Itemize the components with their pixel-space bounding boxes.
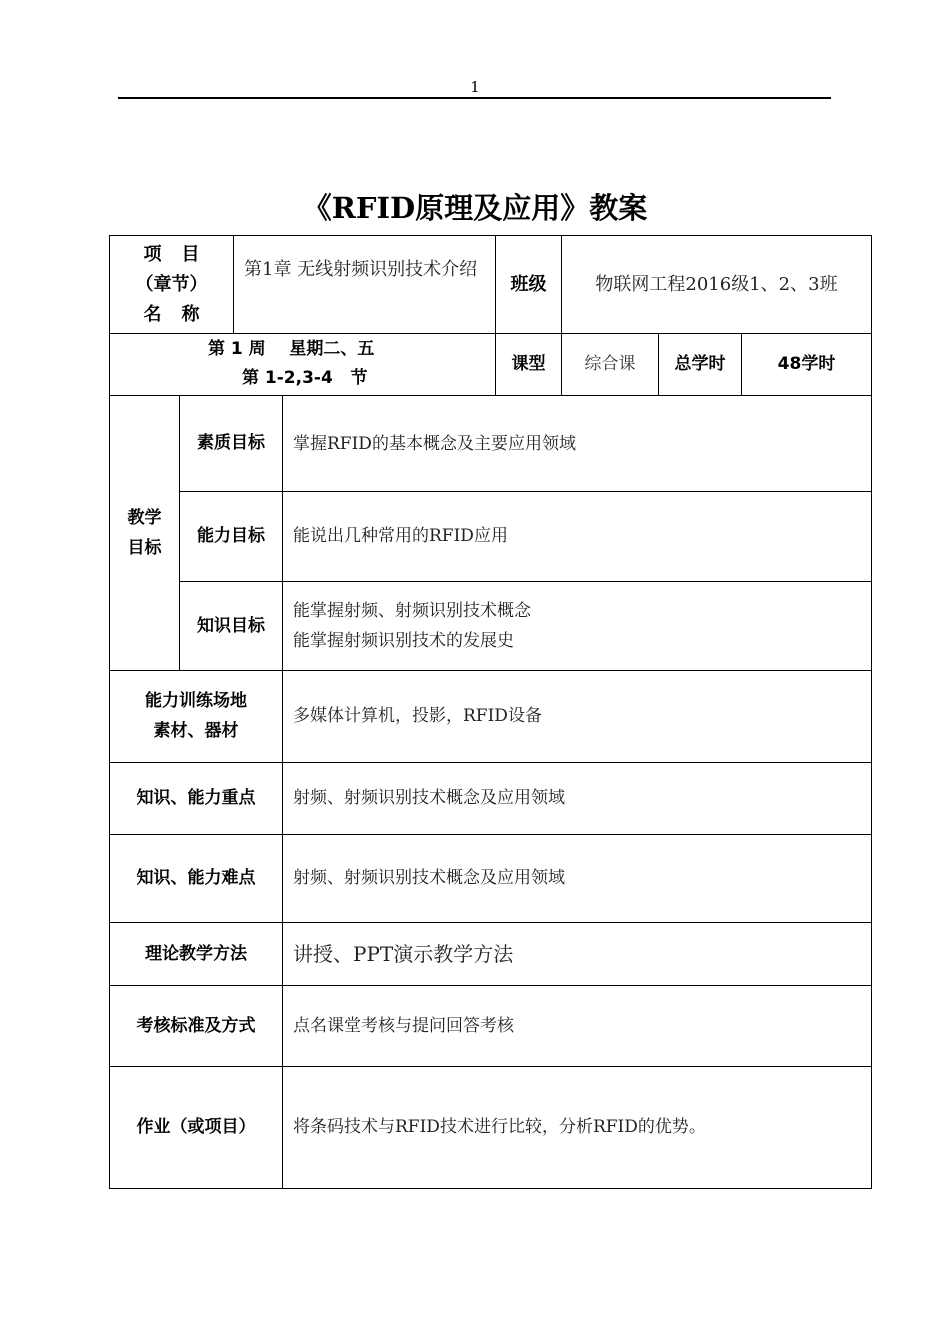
venue-value: 多媒体计算机，投影，RFID设备 [293,706,542,726]
venue-label: 能力训练场地 素材、器材 [145,691,247,741]
lesson-plan-table [109,235,872,1189]
knowledge-objective-value: 能掌握射频、射频识别技术概念 能掌握射频识别技术的发展史 [293,600,531,651]
assessment-value: 点名课堂考核与提问回答考核 [293,1015,514,1036]
quality-objective-label: 素质目标 [197,433,265,453]
teaching-method-label: 理论教学方法 [145,943,247,964]
document-title: 《RFID原理及应用》教案 [302,191,648,225]
class-value: 物联网工程2016级1、2、3班 [595,273,838,295]
course-type-value: 综合课 [584,354,636,374]
assessment-label: 考核标准及方式 [136,1015,256,1036]
project-label: 项 目 （章节） 名 称 [135,243,208,325]
chapter-name: 第1章 无线射频识别技术介绍 [244,259,478,280]
schedule: 第 1 周 星期二、五 第 1-2,3-4 节 [208,339,375,388]
total-hours-label: 总学时 [674,354,726,374]
page-number: 1 [470,78,480,96]
knowledge-objective-label: 知识目标 [197,615,265,636]
homework-label: 作业（或项目） [136,1117,256,1137]
total-hours-value: 48学时 [777,354,836,374]
header-rule [118,97,831,99]
difficult-points-label: 知识、能力难点 [136,868,256,888]
teaching-method-value: 讲授、PPT演示教学方法 [293,941,514,966]
ability-objective-label: 能力目标 [197,526,265,546]
key-points-value: 射频、射频识别技术概念及应用领域 [293,788,565,808]
teaching-objectives-label: 教学 目标 [127,507,162,558]
key-points-label: 知识、能力重点 [136,788,256,808]
course-type-label: 课型 [511,354,546,374]
homework-value: 将条码技术与RFID技术进行比较，分析RFID的优势。 [293,1117,706,1137]
ability-objective-value: 能说出几种常用的RFID应用 [293,526,508,546]
quality-objective-value: 掌握RFID的基本概念及主要应用领域 [293,434,576,454]
difficult-points-value: 射频、射频识别技术概念及应用领域 [293,868,565,888]
class-label: 班级 [510,273,547,295]
